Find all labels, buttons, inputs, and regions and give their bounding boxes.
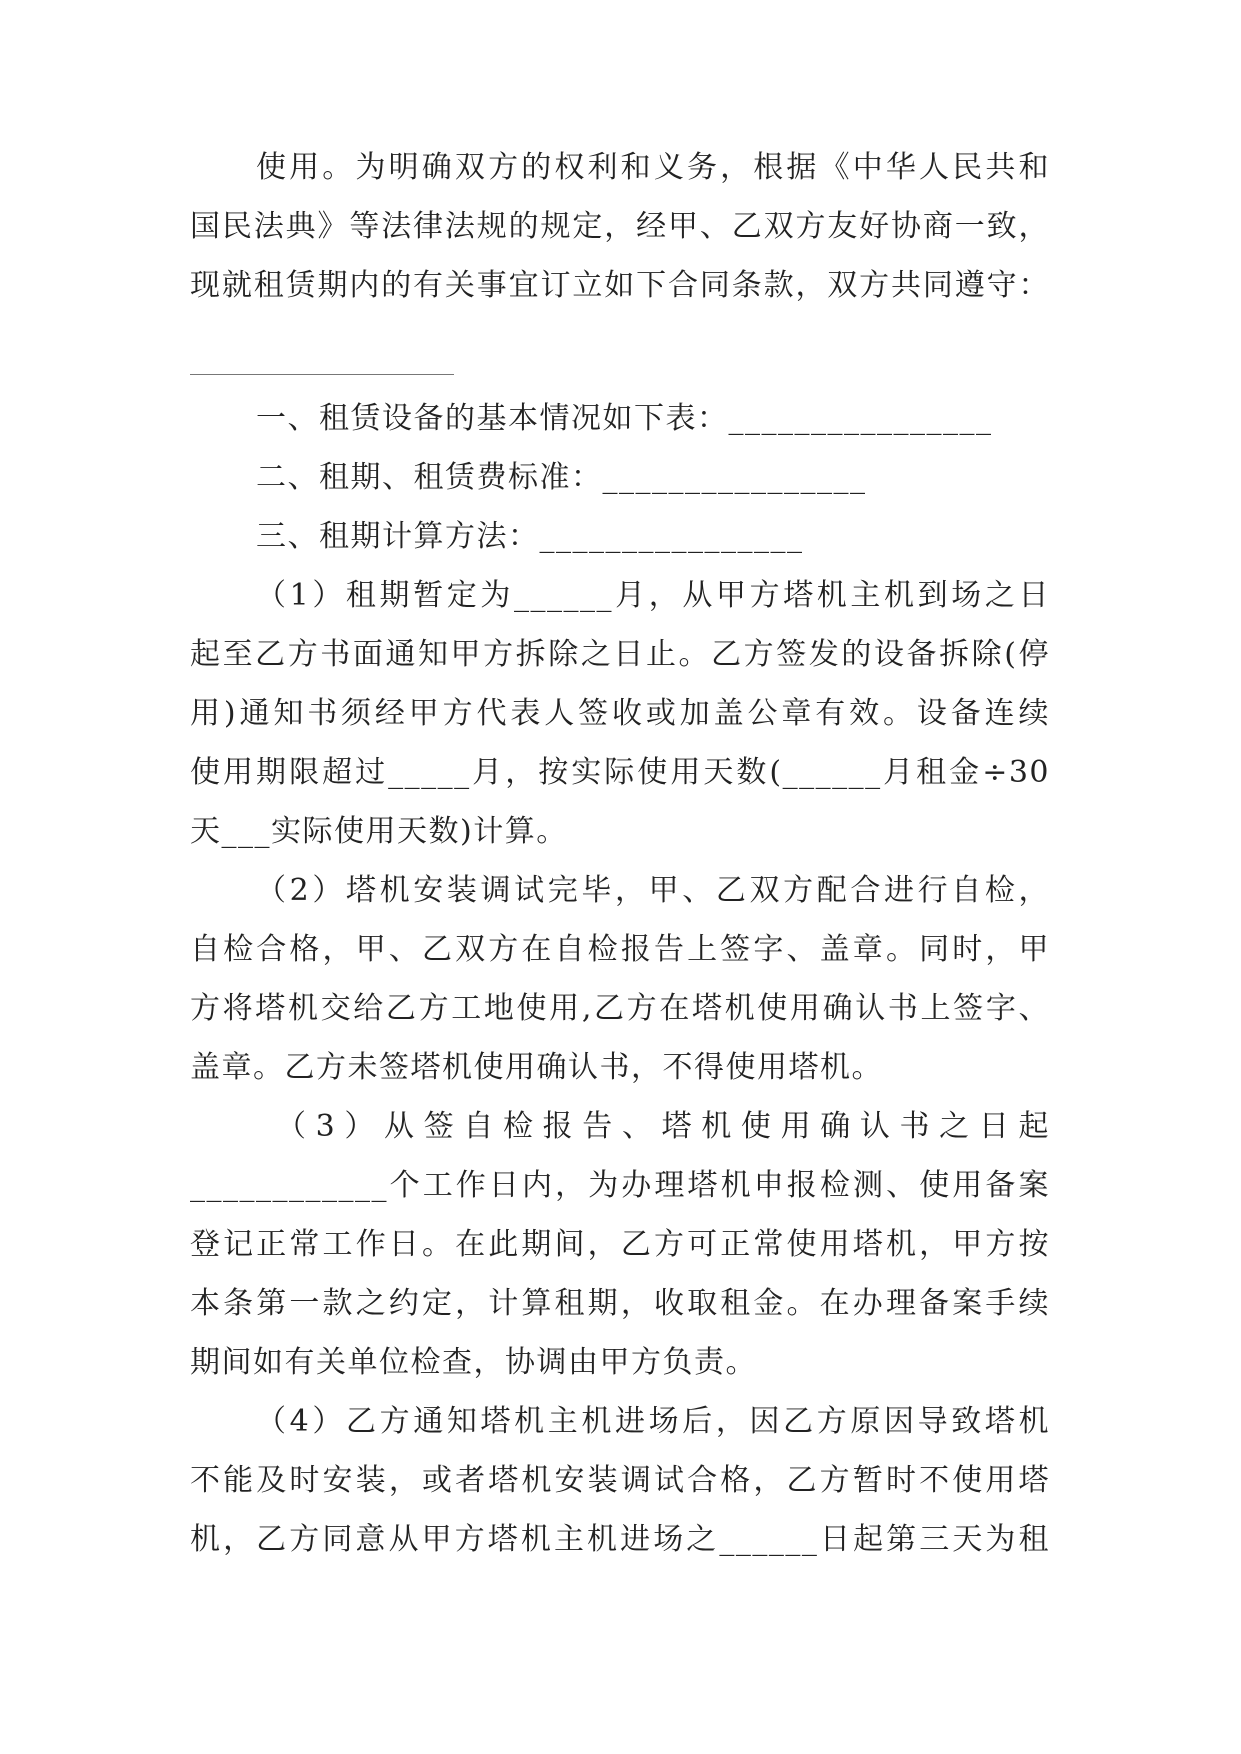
- clause-4-line-1: （4）乙方通知塔机主机进场后，因乙方原因导致塔机: [256, 1404, 1050, 1439]
- clause-1-line-3: 用)通知书须经甲方代表人签收或加盖公章有效。设备连续: [190, 696, 1050, 731]
- intro-line-2: 国民法典》等法律法规的规定，经甲、乙双方友好协商一致，: [190, 209, 1050, 244]
- clause-3-line-3: 登记正常工作日。在此期间，乙方可正常使用塔机，甲方按: [190, 1227, 1050, 1262]
- clause-3-line-1: （3）从签自检报告、塔机使用确认书之日起: [276, 1109, 1050, 1144]
- clause-3-line-5: 期间如有关单位检查，协调由甲方负责。: [190, 1345, 757, 1380]
- item-1: 一、租赁设备的基本情况如下表：________________: [256, 401, 993, 436]
- intro-line-3: 现就租赁期内的有关事宜订立如下合同条款，双方共同遵守：: [190, 268, 1050, 303]
- clause-1-line-4: 使用期限超过_____月，按实际使用天数(______月租金÷30: [190, 755, 1050, 790]
- clause-4-line-3: 机，乙方同意从甲方塔机主机进场之______日起第三天为租: [190, 1522, 1050, 1557]
- clause-2-line-4: 盖章。乙方未签塔机使用确认书，不得使用塔机。: [190, 1050, 883, 1085]
- clause-1-line-1: （1）租期暂定为______月，从甲方塔机主机到场之日: [256, 578, 1050, 613]
- separator-rule: [190, 374, 454, 375]
- clause-2-line-1: （2）塔机安装调试完毕，甲、乙双方配合进行自检，: [256, 873, 1050, 908]
- clause-3-line-4: 本条第一款之约定，计算租期，收取租金。在办理备案手续: [190, 1286, 1050, 1321]
- intro-line-1: 使用。为明确双方的权利和义务，根据《中华人民共和: [256, 150, 1050, 185]
- clause-2-line-3: 方将塔机交给乙方工地使用,乙方在塔机使用确认书上签字、: [190, 991, 1050, 1026]
- item-3: 三、租期计算方法：________________: [256, 519, 804, 554]
- clause-1-line-5: 天___实际使用天数)计算。: [190, 814, 568, 849]
- clause-3-line-2: ____________个工作日内，为办理塔机申报检测、使用备案: [190, 1168, 1050, 1203]
- clause-2-line-2: 自检合格，甲、乙双方在自检报告上签字、盖章。同时，甲: [190, 932, 1050, 967]
- clause-4-line-2: 不能及时安装，或者塔机安装调试合格，乙方暂时不使用塔: [190, 1463, 1050, 1498]
- item-2: 二、租期、租赁费标准：________________: [256, 460, 867, 495]
- clause-1-line-2: 起至乙方书面通知甲方拆除之日止。乙方签发的设备拆除(停: [190, 637, 1050, 672]
